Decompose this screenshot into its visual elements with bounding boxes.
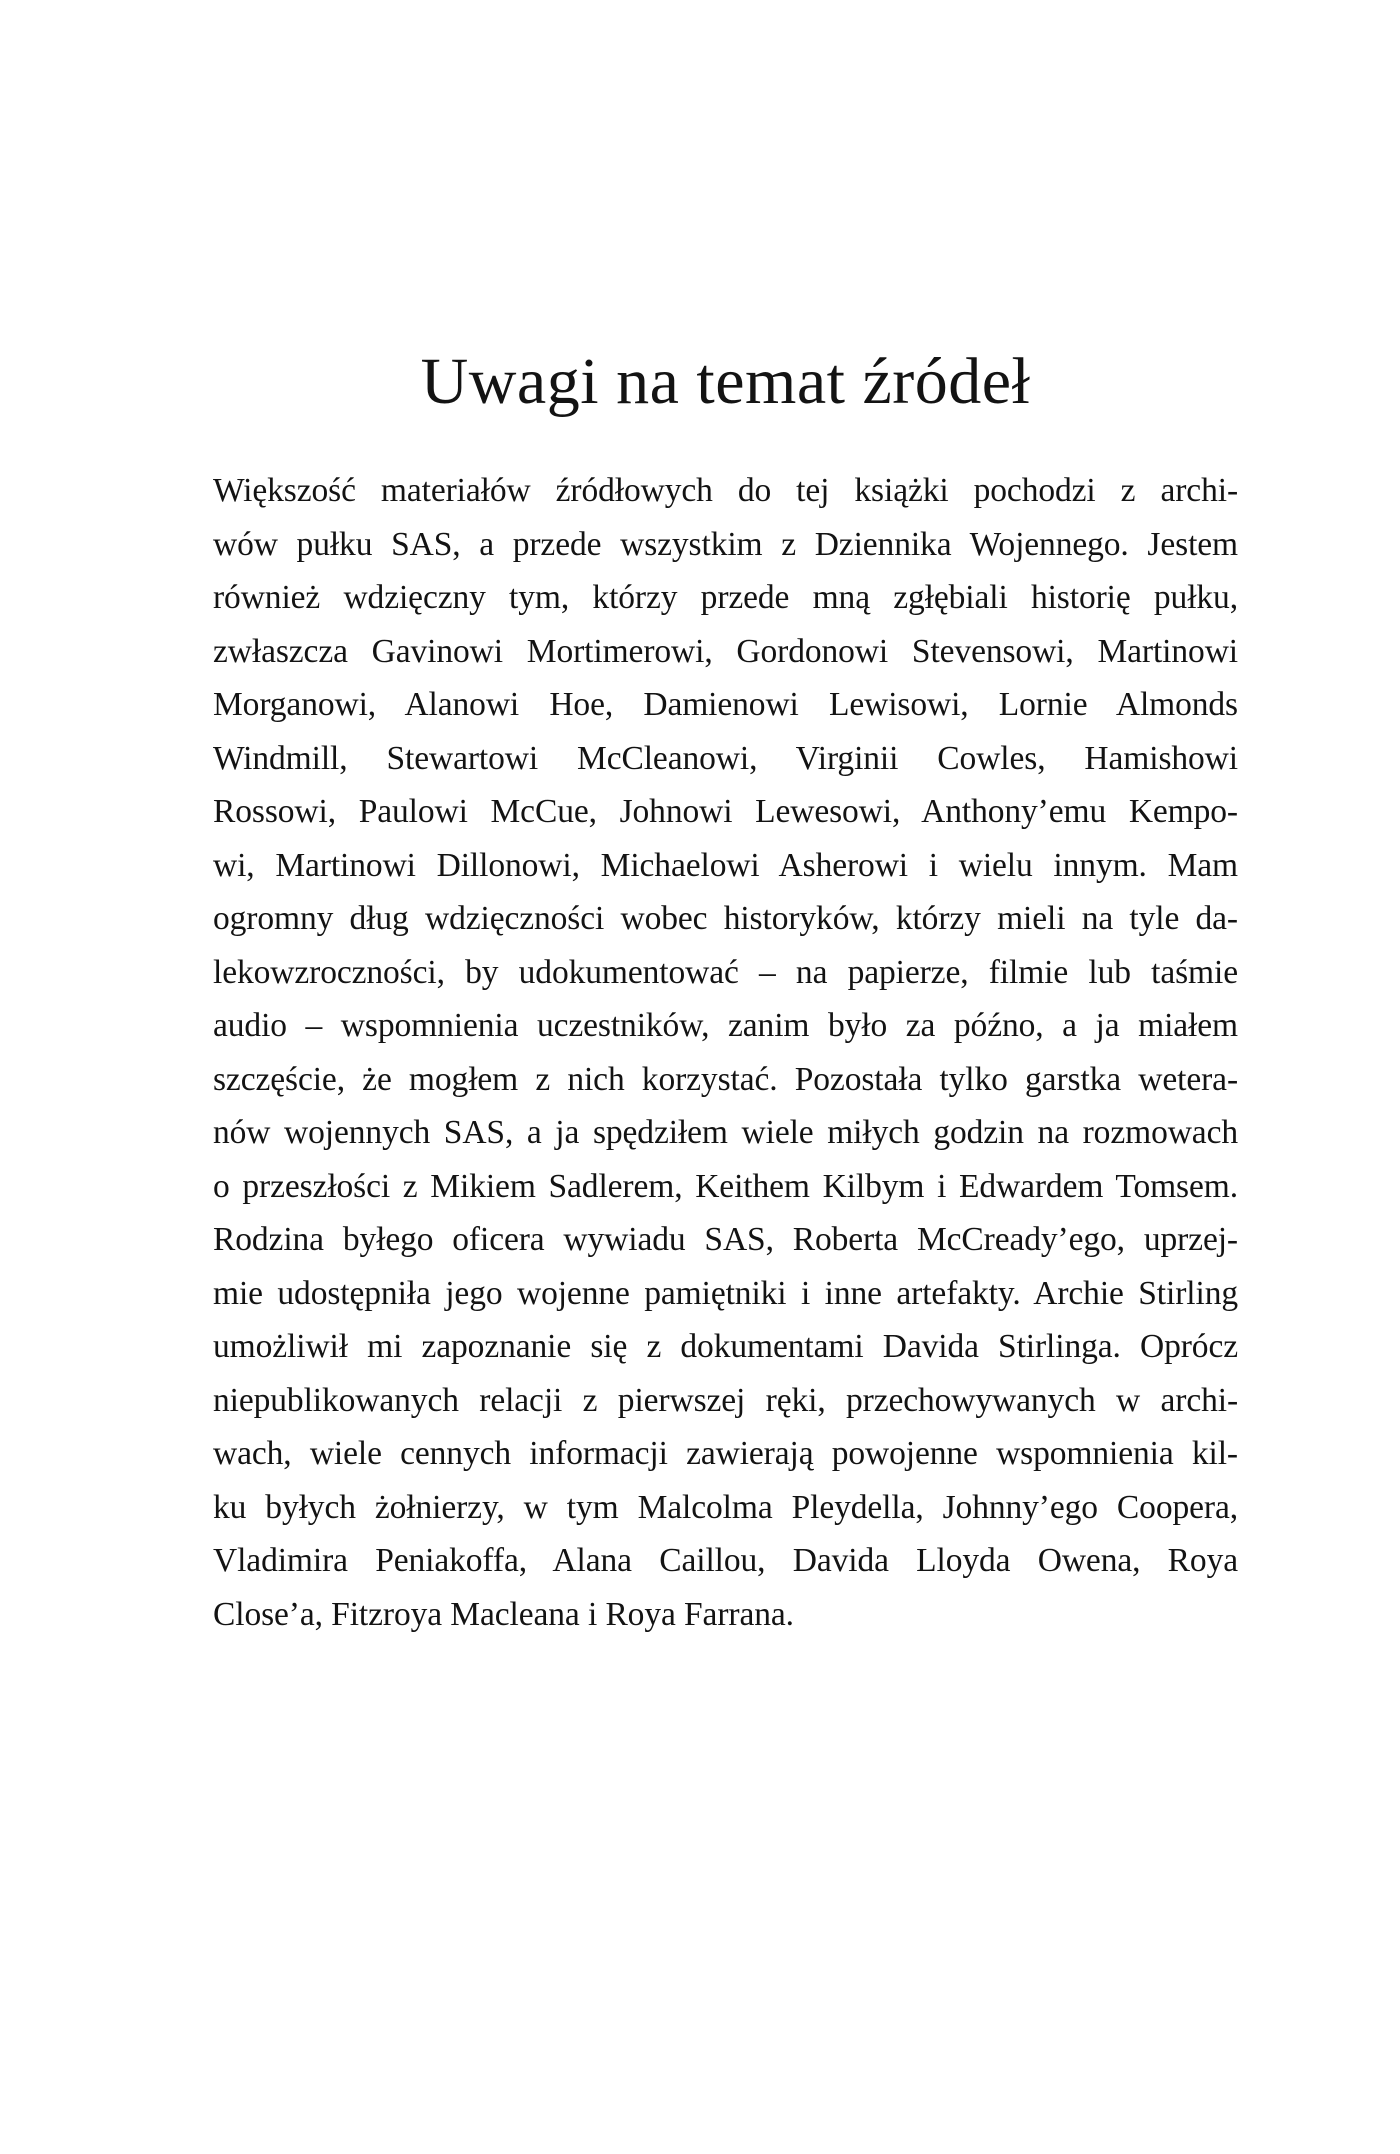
text-line: nów wojennych SAS, a ja spędziłem wiele miłych godzin na rozmowach — [213, 1114, 1238, 1151]
text-line: wach, wiele cennych informacji zawierają powojenne wspomnienia kil- — [213, 1435, 1238, 1472]
text-line: ogromny dług wdzięczności wobec historyków, którzy mieli na tyle da- — [213, 900, 1238, 937]
text-line: zwłaszcza Gavinowi Mortimerowi, Gordonowi Stevensowi, Martinowi — [213, 632, 1238, 670]
text-line: audio – wspomnienia uczestników, zanim było za późno, a ja miałem — [213, 1007, 1238, 1044]
text-line: niepublikowanych relacji z pierwszej ręki, przechowywanych w archi- — [213, 1381, 1238, 1419]
text-line: mie udostępniła jego wojenne pamiętniki i inne artefakty. Archie Stirling — [213, 1274, 1238, 1312]
text-line: lekowzroczności, by udokumentować – na papierze, filmie lub taśmie — [213, 953, 1238, 991]
text-line: szczęście, że mogłem z nich korzystać. Pozostała tylko garstka wetera- — [213, 1060, 1238, 1098]
page-title: Uwagi na temat źródeł — [420, 345, 1031, 419]
text-line: o przeszłości z Mikiem Sadlerem, Keithem Kilbym i Edwardem Tomsem. — [213, 1167, 1238, 1205]
text-line: również wdzięczny tym, którzy przede mną zgłębiali historię pułku, — [213, 579, 1238, 616]
text-line: Windmill, Stewartowi McCleanowi, Virginii Cowles, Hamishowi — [213, 739, 1238, 777]
text-line: Rossowi, Paulowi McCue, Johnowi Lewesowi, Anthony’emu Kempo- — [213, 793, 1238, 830]
text-line: ku byłych żołnierzy, w tym Malcolma Pleydella, Johnny’ego Coopera, — [213, 1488, 1238, 1526]
paragraph — [213, 464, 1238, 1641]
text-line: Close’a, Fitzroya Macleana i Roya Farrana. — [213, 1595, 794, 1633]
text-line: umożliwił mi zapoznanie się z dokumentami Davida Stirlinga. Oprócz — [213, 1328, 1238, 1365]
text-line: Morganowi, Alanowi Hoe, Damienowi Lewisowi, Lornie Almonds — [213, 686, 1238, 723]
text-line: Rodzina byłego oficera wywiadu SAS, Roberta McCready’ego, uprzej- — [213, 1221, 1238, 1258]
text-line: Większość materiałów źródłowych do tej książki pochodzi z archi- — [213, 472, 1238, 509]
text-line: wów pułku SAS, a przede wszystkim z Dziennika Wojennego. Jestem — [213, 525, 1238, 563]
text-line: wi, Martinowi Dillonowi, Michaelowi Asherowi i wielu innym. Mam — [213, 846, 1238, 884]
text-line: Vladimira Peniakoffa, Alana Caillou, Davida Lloyda Owena, Roya — [213, 1542, 1238, 1579]
